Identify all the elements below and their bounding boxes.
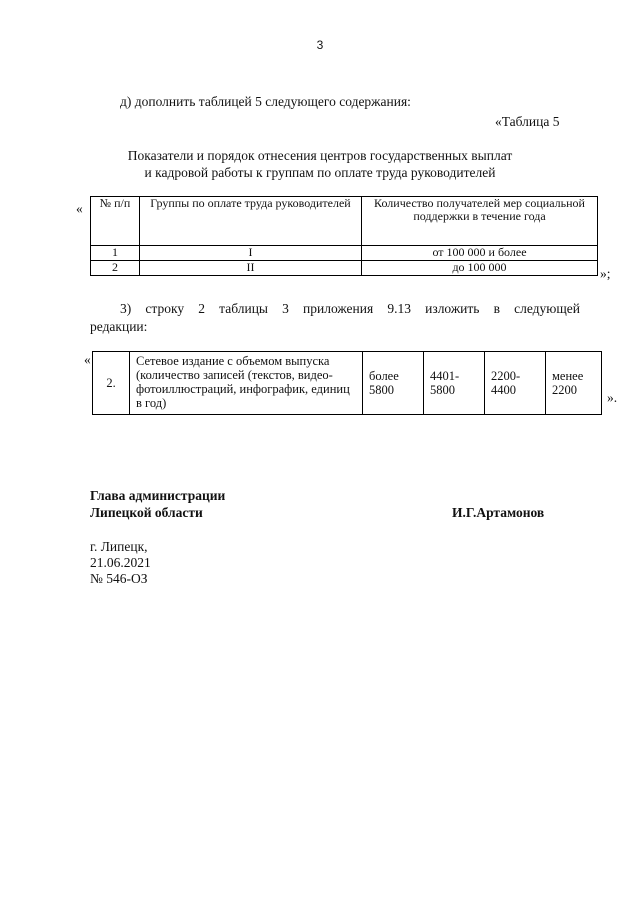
signature-title-line-1: Глава администрации (90, 488, 226, 503)
signature-title-line-2: Липецкой области (90, 505, 203, 520)
intro-text: д) дополнить таблицей 5 следующего содержания: (120, 94, 411, 109)
cell: II (140, 261, 362, 276)
table-row (93, 352, 602, 415)
cell: I (140, 246, 362, 261)
table-5-closing: »; (600, 266, 611, 281)
table-row (91, 261, 598, 276)
cell-group-1: более 5800 (363, 352, 424, 415)
table-3-closing: ». (607, 390, 618, 405)
page-number: 3 (316, 38, 324, 52)
cell: до 100 000 (362, 261, 598, 276)
cell-description: Сетевое издание с объемом выпуска (количество записей (текстов, видео-фотоиллюстраций, инфографик, единиц в год) (130, 352, 363, 415)
paragraph-3-line-2: редакции: (90, 319, 148, 334)
table-label: «Таблица 5 (495, 114, 560, 129)
cell-group-4: менее 2200 (546, 352, 602, 415)
header-groups: Группы по оплате труда руководителей (140, 197, 362, 246)
signature-name: И.Г.Артамонов (452, 505, 545, 520)
quote-open: « (76, 201, 83, 216)
table-5 (90, 196, 598, 276)
paragraph-3-line-1: 3) строку 2 таблицы 3 приложения 9.13 изложить в следующей (120, 301, 580, 316)
cell-group-2: 4401-5800 (424, 352, 485, 415)
caption-line-2: и кадровой работы к группам по оплате труда руководителей (144, 165, 496, 180)
footer-number: № 546-ОЗ (90, 571, 148, 586)
quote-open-2: « (84, 352, 91, 367)
cell: от 100 000 и более (362, 246, 598, 261)
table-row (91, 246, 598, 261)
cell: 2 (91, 261, 140, 276)
footer-date: 21.06.2021 (90, 555, 151, 570)
header-recipients: Количество получателей мер социальной поддержки в течение года (362, 197, 598, 246)
caption-line-1: Показатели и порядок отнесения центров государственных выплат (127, 148, 513, 163)
header-number: № п/п (91, 197, 140, 246)
cell-number: 2. (93, 352, 130, 415)
cell: 1 (91, 246, 140, 261)
table-3-row (92, 351, 602, 415)
cell-group-3: 2200-4400 (485, 352, 546, 415)
footer-city: г. Липецк, (90, 539, 148, 554)
